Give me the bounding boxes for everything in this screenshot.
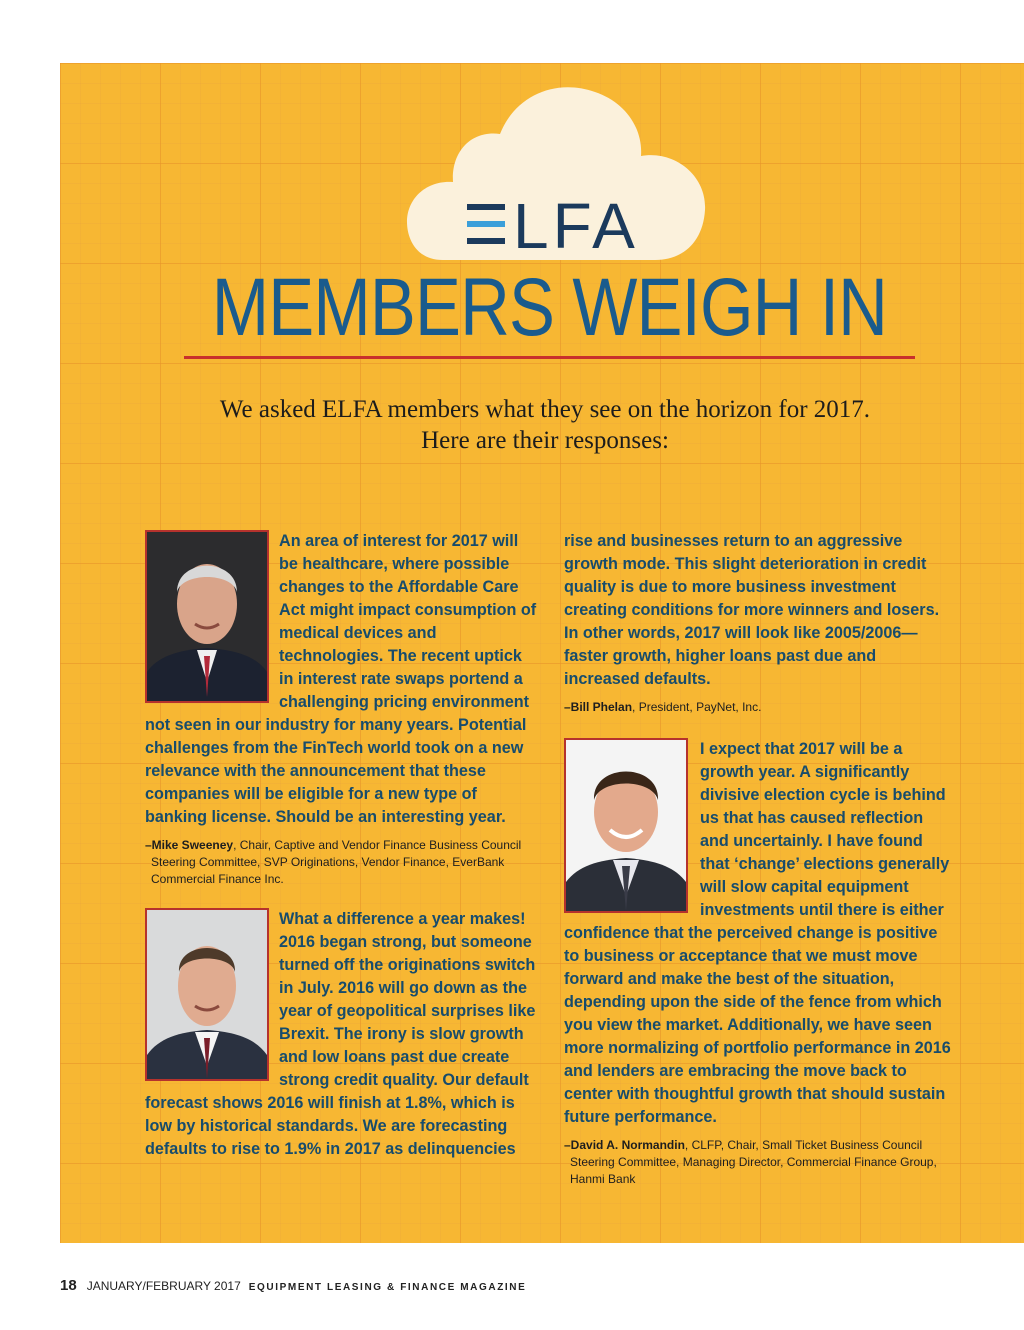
intro [140,394,950,456]
quote-text-phelan-part2: rise and businesses return to an aggressive growth mode. This slight deterioration in credit quality is due to more business investment creating conditions for more winners and losers. In other words, 2017 will look like 2005/2006—faster growth, higher loans past due and increased defaults. [564,532,940,688]
page-number: 18 [60,1277,77,1294]
logo-letters: LFA [513,190,639,262]
attribution-sweeney [145,837,537,888]
column-left [145,530,537,1161]
attribution-normandin [564,1137,956,1188]
quote-block-phelan [145,908,537,1161]
quote-text-normandin: I expect that 2017 will be a growth year. A significantly divisive election cycle is behind us that has caused reflection and uncertainly. I have found that ‘change’ elections generally will slow capital equipment investments until there is either confidence that the perceived change is positive to business or acceptance that we must move forward and make the best of the situation, depending upon the side of the fence from which you view the market. Additionally, we have seen more normalizing of portfolio performance in 2016 and lenders are embracing the move back to center with thoughtful growth that should sustain future performance. [564,740,951,1126]
portrait-photo-sweeney [145,530,269,703]
magazine-name: EQUIPMENT LEASING & FINANCE MAGAZINE [248,1282,527,1293]
quote-block-normandin [564,738,956,1188]
attribution-name: –David A. Normandin [564,1138,685,1152]
attribution-title: , President, PayNet, Inc. [632,700,762,714]
attribution-title: , CLFP, Chair, Small Ticket Business Council Steering Committee, Managing Director, Commercial Finance Group, Hanmi Bank [570,1138,937,1186]
intro-line-1: We asked ELFA members what they see on the horizon for 2017. [219,396,871,423]
logo-e-mark [467,200,507,248]
quote-text-sweeney: An area of interest for 2017 will be healthcare, where possible changes to the Affordable Care Act might impact consumption of medical devices and technologies. The recent uptick in interest rate swaps portend a challenging pricing environment not seen in our industry for many years. Potential challenges from the FinTech world took on a new relevance with the announcement that these companies will be eligible for a new type of banking license. Should be an interesting year. [145,532,537,826]
elfa-logo [467,190,639,262]
column-right [564,530,956,1188]
quote-text-phelan-part1: What a difference a year makes! 2016 began strong, but someone turned off the originations switch in July. 2016 will go down as the year of geopolitical surprises like Brexit. The irony is slow growth and low loans past due create strong credit quality. Our default forecast shows 2016 will finish at 1.8%, which is low by historical standards. We are forecasting defaults to rise to 1.9% in 2017 as delinquencies [145,910,536,1158]
attribution-phelan [564,699,956,716]
quote-block-sweeney [145,530,537,888]
page-footer [60,1277,526,1295]
title-divider [184,356,915,359]
attribution-name: –Mike Sweeney [145,838,234,852]
portrait-photo-phelan [145,908,269,1081]
page-title: MEMBERS WEIGH IN [211,262,888,353]
issue-date: JANUARY/FEBRUARY 2017 [86,1279,241,1293]
attribution-title: , Chair, Captive and Vendor Finance Business Council Steering Committee, SVP Originations, Vendor Finance, EverBank Commercial Finance Inc. [151,838,522,886]
attribution-name: –Bill Phelan [564,700,633,714]
intro-line-2: Here are their responses: [421,427,669,454]
portrait-photo-normandin [564,738,688,913]
